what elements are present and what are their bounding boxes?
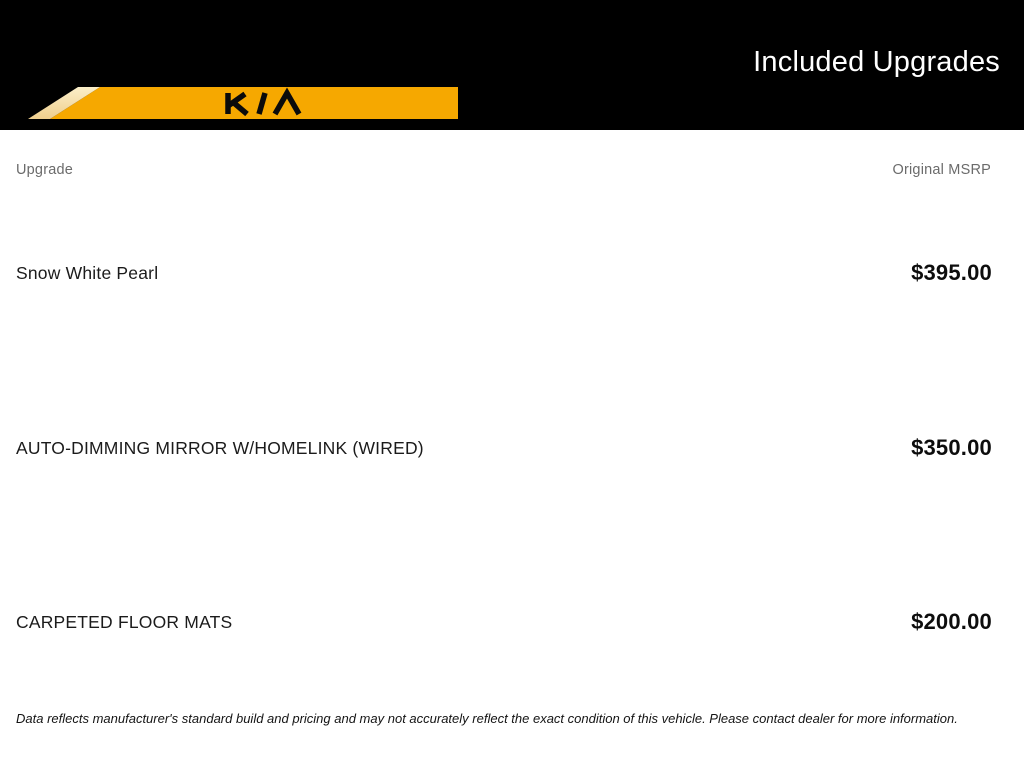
upgrade-msrp: $350.00 — [911, 435, 992, 460]
table-row — [16, 426, 992, 470]
upgrade-name: Snow White Pearl — [16, 262, 159, 283]
table-row — [16, 600, 992, 644]
upgrade-msrp: $395.00 — [911, 260, 992, 285]
upgrade-name: CARPETED FLOOR MATS — [16, 611, 233, 632]
upgrade-msrp: $200.00 — [911, 609, 992, 634]
banner-amber-shape — [50, 87, 458, 119]
upgrade-name: AUTO-DIMMING MIRROR W/HOMELINK (WIRED) — [16, 437, 424, 458]
table-row — [16, 251, 992, 295]
column-header-original-msrp: Original MSRP — [892, 162, 991, 178]
disclaimer-text: Data reflects manufacturer's standard build and pricing and may not accurately reflect the exact condition of this vehicle. Please contact dealer for more information. — [16, 711, 958, 726]
page-title: Included Upgrades — [753, 46, 1000, 78]
kia-brand-banner — [0, 87, 458, 119]
header-band — [0, 0, 1024, 130]
column-header-upgrade: Upgrade — [16, 162, 74, 178]
